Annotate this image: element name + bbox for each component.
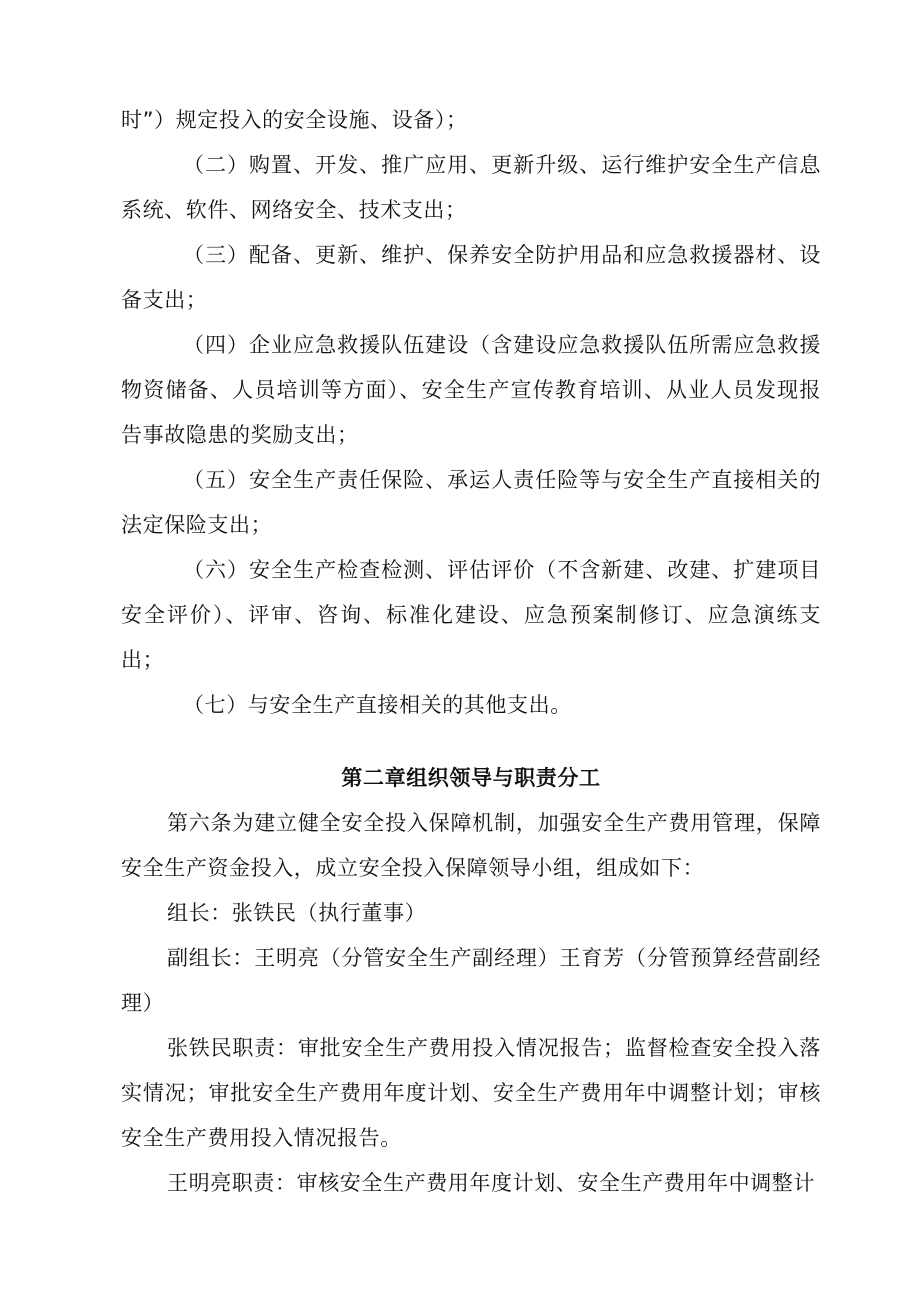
- list-item-4: （四）企业应急救援队伍建设（含建设应急救援队伍所需应急救援物资储备、人员培训等方面）、安全生产宣传教育培训、从业人员发现报告事故隐患的奖励支出；: [121, 333, 821, 447]
- deputy-leader-line: 副组长：王明亮（分管安全生产副经理）王育芳（分管预算经营副经理）: [121, 946, 821, 1015]
- list-item-3: （三）配备、更新、维护、保养安全防护用品和应急救援器材、设备支出；: [121, 243, 821, 312]
- leader-duties-paragraph: 张铁民职责：审批安全生产费用投入情况报告；监督检查安全投入落实情况；审批安全生产费用年度计划、安全生产费用年中调整计划；审核安全生产费用投入情况报告。: [121, 1036, 821, 1150]
- document-body: [121, 98, 821, 1206]
- deputy-duties-paragraph: 王明亮职责：审核安全生产费用年度计划、安全生产费用年中调整计: [167, 1171, 815, 1195]
- chapter-heading: 第二章组织领导与职责分工: [341, 766, 601, 790]
- paragraph-continuation: 时”）规定投入的安全设施、设备）；: [121, 108, 468, 132]
- list-item-7: （七）与安全生产直接相关的其他支出。: [183, 693, 572, 717]
- group-leader-line: 组长：张铁民（执行董事）: [167, 901, 427, 925]
- list-item-2: （二）购置、开发、推广应用、更新升级、运行维护安全生产信息系统、软件、网络安全、技术支出；: [121, 153, 821, 222]
- article-6-paragraph: 第六条为建立健全安全投入保障机制，加强安全生产费用管理，保障安全生产资金投入，成立安全投入保障领导小组，组成如下：: [121, 811, 821, 880]
- list-item-6: （六）安全生产检查检测、评估评价（不含新建、改建、扩建项目安全评价）、评审、咨询、标准化建设、应急预案制修订、应急演练支出；: [121, 558, 821, 672]
- list-item-5: （五）安全生产责任保险、承运人责任险等与安全生产直接相关的法定保险支出；: [121, 468, 821, 537]
